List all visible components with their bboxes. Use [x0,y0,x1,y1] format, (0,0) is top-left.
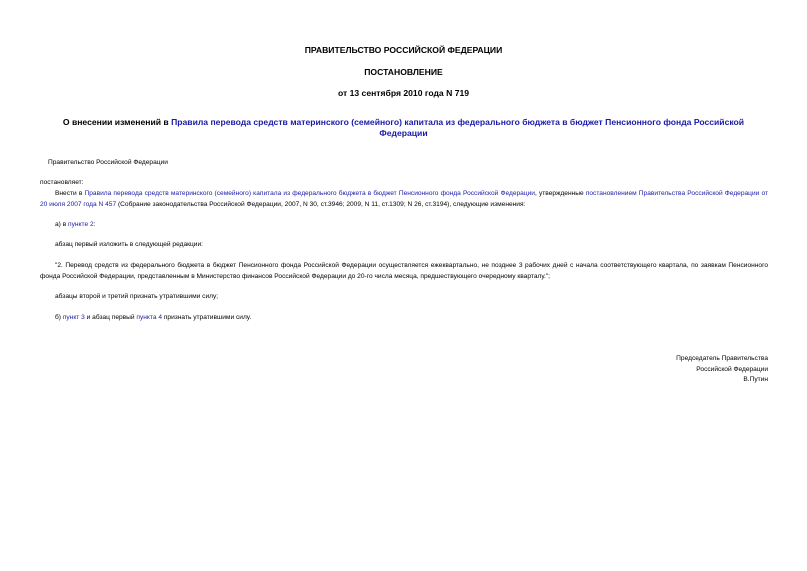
paragraph-amendments [40,189,768,210]
title-rules-link[interactable]: Правила перевода средств материнского (семейного) капитала из федерального бюджета в бюджет Пенсионного фонда Российской Федерации [171,117,745,138]
item-b-prefix: б) [55,314,63,321]
document-date-number: от 13 сентября 2010 года N 719 [337,88,470,98]
item-b-mid: и абзац первый [84,314,137,321]
signature-position: Председатель Правительства [676,355,768,362]
item-a [55,220,95,230]
p1-text-a: Внести в [55,190,85,197]
paragraphs-repealed: абзацы второй и третий признать утратившими силу; [55,293,219,300]
issuer-text: Правительство Российской Федерации [48,159,168,166]
resolution-457-link[interactable]: постановлением Правительства Российской Федерации от 20 июля 2007 года N 457 [40,190,768,208]
p1-text-c: (Собрание законодательства Российской Федерации, 2007, N 30, ст.3946; 2009, N 11, ст.1309; N 26, ст.3194), следующие изменения: [116,200,526,208]
point-2-link[interactable]: пункте 2 [68,221,94,228]
signature-country: Российской Федерации [696,365,768,373]
quoted-new-text: "2. Перевод средств из федерального бюджета в бюджет Пенсионного фонда Российской Федерации осуществляется ежеквартально, не позднее 3 рабочих дней с начала соответствующего квартала, по заявкам Пенсионного фонда Российской Федерации, представленным в Министерство финансов Российской Федерации до 20-го числа месяца, предшествующего очередному кварталу."; [40,262,768,280]
signature-name: В.Путин [743,376,768,383]
item-b-suffix: признать утратившими силу. [162,314,252,321]
title-prefix: О внесении изменений в [62,117,172,127]
rules-link[interactable]: Правила перевода средств материнского (семейного) капитала из федерального бюджета в бюджет Пенсионного фонда Российской Федерации [84,190,535,197]
item-a-prefix: а) в [55,221,69,228]
point-4-link[interactable]: пункта 4 [136,314,163,321]
item-a-suffix: : [93,221,96,228]
government-heading: ПРАВИТЕЛЬСТВО РОССИЙСКОЙ ФЕДЕРАЦИИ [304,45,503,55]
document-type: ПОСТАНОВЛЕНИЕ [364,67,443,77]
item-b [55,313,251,323]
first-paragraph-note: абзац первый изложить в следующей редакции: [55,241,203,248]
document-title [40,117,767,139]
p1-text-b: , утвержденные [534,190,586,197]
point-3-link[interactable]: пункт 3 [62,314,85,321]
decrees-text: постановляет: [40,179,84,186]
